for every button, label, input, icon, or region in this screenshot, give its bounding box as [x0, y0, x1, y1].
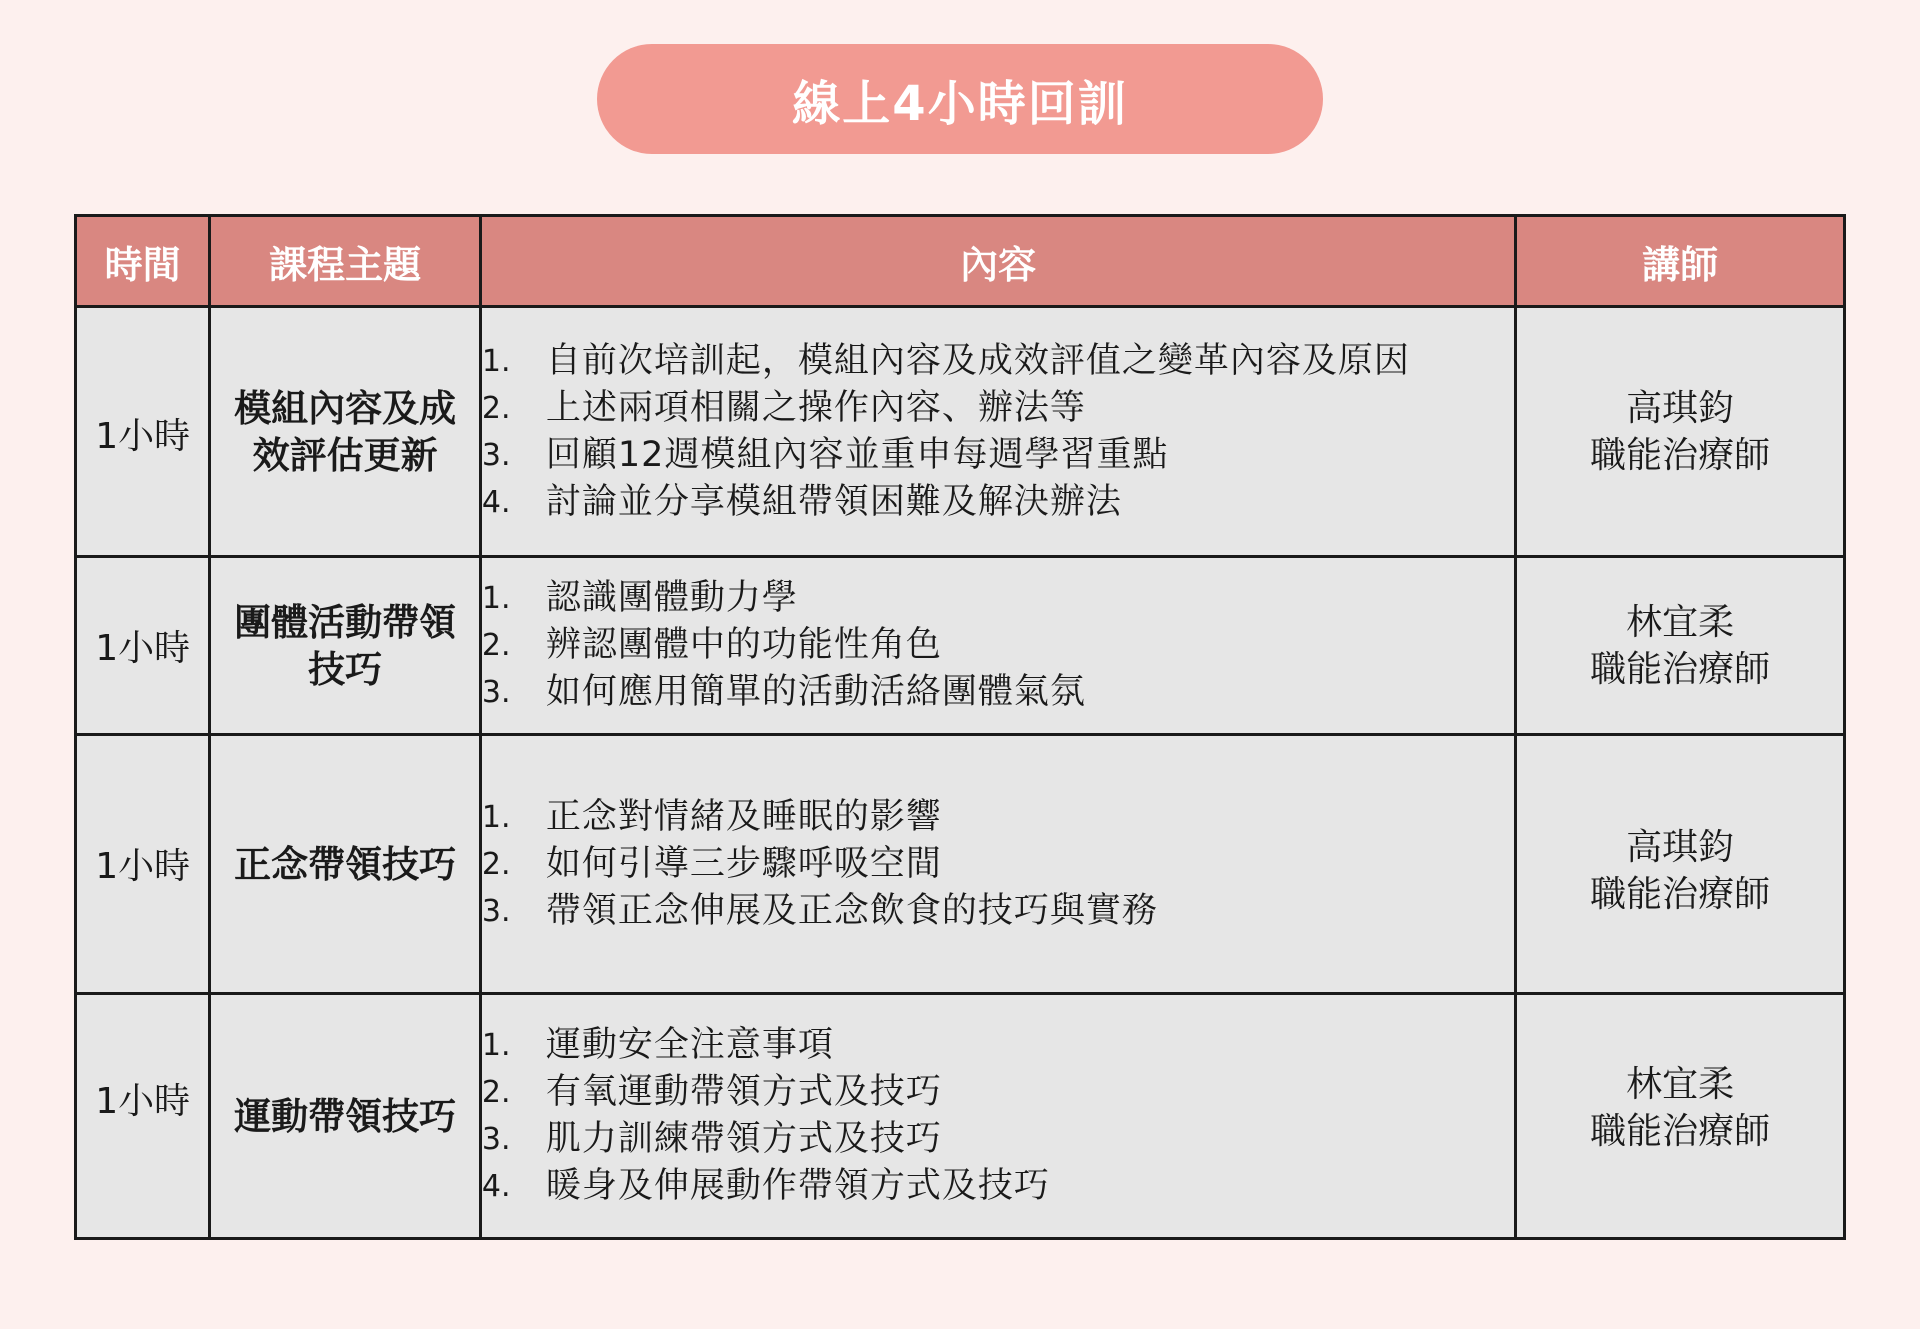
item-number: 2. [481, 390, 511, 426]
item-number: 3. [481, 437, 511, 473]
lecturer-title: 職能治療師 [1590, 648, 1771, 690]
table-row [76, 557, 1845, 735]
item-text: 回顧12週模組內容並重申每週學習重點 [545, 434, 1169, 475]
item-text: 帶領正念伸展及正念飲食的技巧與實務 [545, 890, 1158, 931]
item-number: 4. [481, 484, 511, 520]
page-title: 線上4小時回訓 [597, 44, 1323, 154]
item-number: 4. [481, 1169, 511, 1204]
list-item [482, 841, 1514, 888]
item-text: 討論並分享模組帶領困難及解決辦法 [545, 481, 1122, 522]
content-cell [480, 735, 1515, 994]
table-row [76, 994, 1845, 1239]
item-text: 自前次培訓起，模組內容及成效評值之變革內容及原因 [545, 340, 1410, 381]
list-item [482, 888, 1514, 935]
list-item [482, 1163, 1514, 1210]
list-item [482, 1116, 1514, 1163]
item-number: 2. [481, 628, 511, 663]
item-text: 上述兩項相關之操作內容、辦法等 [545, 387, 1086, 428]
list-item [482, 794, 1514, 841]
topic-line: 效評估更新 [252, 433, 438, 477]
header-topic: 課程主題 [210, 216, 481, 307]
topic-cell [210, 557, 481, 735]
course-schedule-table [74, 214, 1846, 1240]
table-header-row [76, 216, 1845, 307]
item-text: 有氧運動帶領方式及技巧 [545, 1072, 942, 1112]
list-item [482, 432, 1514, 479]
table-row [76, 307, 1845, 557]
content-list [482, 338, 1514, 526]
lecturer-cell [1516, 557, 1845, 735]
lecturer-name: 高琪鈞 [1626, 827, 1735, 868]
topic-cell [210, 735, 481, 994]
content-list [482, 575, 1514, 716]
item-text: 運動安全注意事項 [545, 1025, 834, 1065]
list-item [482, 1022, 1514, 1069]
item-number: 1. [481, 581, 511, 616]
topic-line: 運動帶領技巧 [234, 1095, 457, 1138]
item-text: 辨認團體中的功能性角色 [545, 625, 942, 665]
time-cell: 1小時 [76, 557, 210, 735]
item-number: 3. [481, 893, 511, 929]
topic-line: 正念帶領技巧 [234, 842, 457, 886]
item-number: 3. [481, 675, 511, 710]
list-item [482, 669, 1514, 716]
header-lecturer: 講師 [1516, 216, 1845, 307]
content-cell [480, 307, 1515, 557]
item-text: 肌力訓練帶領方式及技巧 [545, 1119, 942, 1159]
list-item [482, 479, 1514, 526]
topic-line: 模組內容及成 [234, 386, 457, 430]
item-number: 3. [481, 1122, 511, 1157]
lecturer-name: 林宜柔 [1626, 601, 1735, 643]
item-number: 2. [481, 1075, 511, 1110]
content-list [482, 794, 1514, 935]
item-text: 如何引導三步驟呼吸空間 [545, 843, 942, 884]
item-number: 1. [481, 343, 511, 379]
item-text: 正念對情緒及睡眠的影響 [545, 796, 942, 837]
item-number: 2. [481, 846, 511, 882]
content-list [482, 1022, 1514, 1210]
lecturer-title: 職能治療師 [1590, 874, 1771, 915]
item-number: 1. [481, 799, 511, 835]
lecturer-title: 職能治療師 [1590, 1111, 1771, 1152]
item-text: 暖身及伸展動作帶領方式及技巧 [545, 1166, 1050, 1206]
list-item [482, 622, 1514, 669]
list-item [482, 385, 1514, 432]
lecturer-cell [1516, 307, 1845, 557]
time-cell: 1小時 [76, 735, 210, 994]
header-time: 時間 [76, 216, 210, 307]
list-item [482, 575, 1514, 622]
list-item [482, 338, 1514, 385]
item-text: 如何應用簡單的活動活絡團體氣氛 [545, 672, 1086, 712]
lecturer-cell [1516, 994, 1845, 1239]
time-cell: 1小時 [76, 994, 210, 1239]
lecturer-title: 職能治療師 [1590, 434, 1771, 476]
topic-line: 技巧 [308, 647, 383, 691]
lecturer-name: 高琪鈞 [1626, 387, 1735, 429]
content-cell [480, 994, 1515, 1239]
lecturer-cell [1516, 735, 1845, 994]
list-item [482, 1069, 1514, 1116]
topic-cell [210, 994, 481, 1239]
table-row [76, 735, 1845, 994]
content-cell [480, 557, 1515, 735]
topic-cell [210, 307, 481, 557]
lecturer-name: 林宜柔 [1626, 1064, 1735, 1105]
topic-line: 團體活動帶領 [234, 600, 457, 644]
item-number: 1. [481, 1028, 511, 1063]
header-content: 內容 [480, 216, 1515, 307]
item-text: 認識團體動力學 [545, 578, 798, 618]
time-cell: 1小時 [76, 307, 210, 557]
